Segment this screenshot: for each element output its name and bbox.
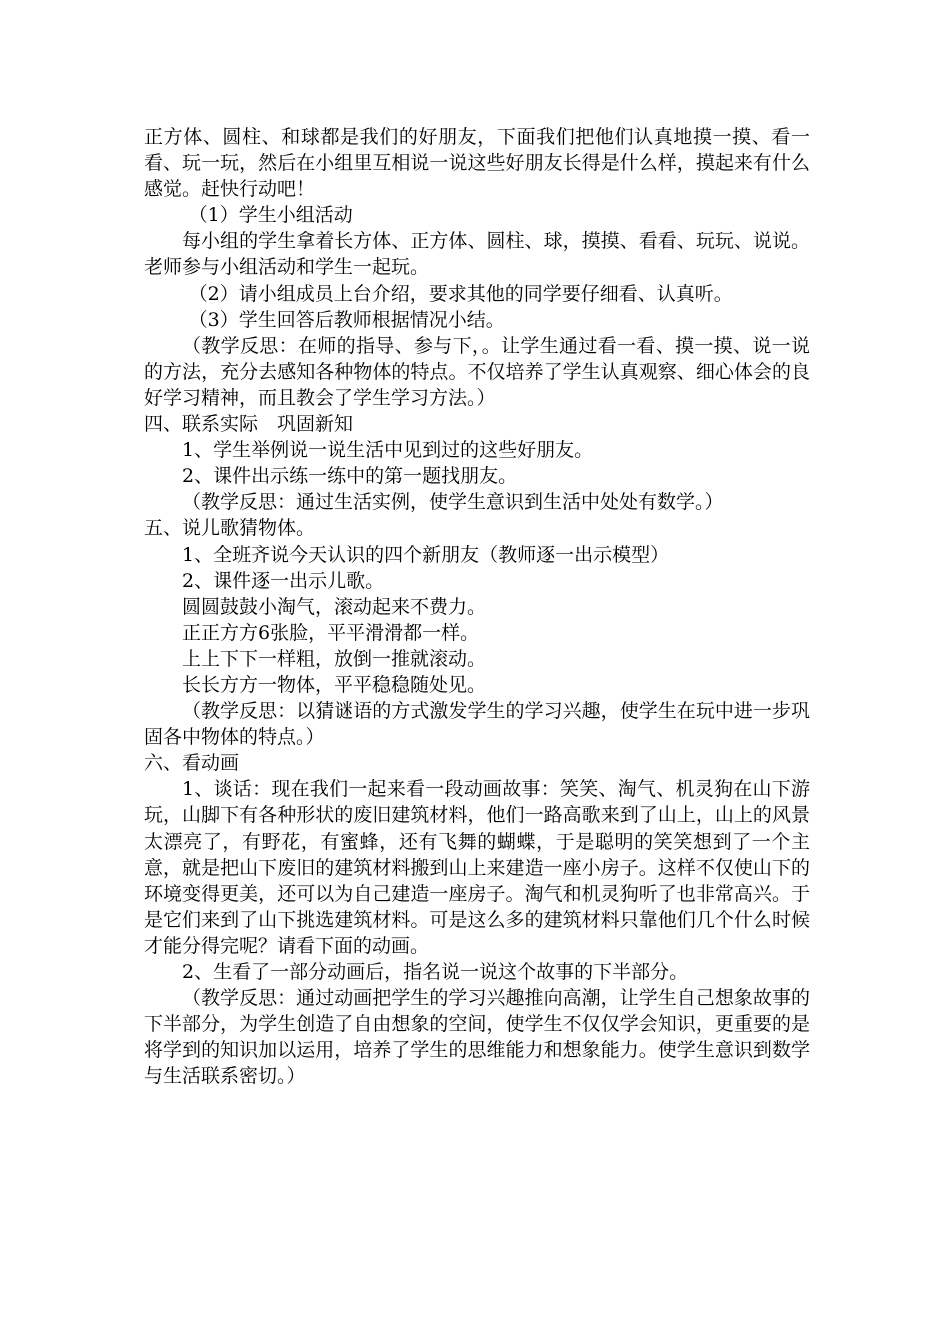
section-heading: 五、说儿歌猜物体。 <box>144 517 316 540</box>
paragraph: 正方体、圆柱、和球都是我们的好朋友，下面我们把他们认真地摸一摸、看一看、玩一玩，然后在小组里互相说一说这些好朋友长得是什么样，摸起来有什么感觉。赶快行动吧！ <box>144 126 810 201</box>
paragraph: 每小组的学生拿着长方体、正方体、圆柱、球，摸摸、看看、玩玩、说说。老师参与小组活动和学生一起玩。 <box>144 230 810 279</box>
rhyme-line: 上上下下一样粗，放倒一推就滚动。 <box>182 647 487 670</box>
paragraph: 2、课件出示练一练中的第一题找朋友。 <box>182 465 518 488</box>
rhyme-line: 正正方方6张脸，平平滑滑都一样。 <box>182 621 480 644</box>
document-page <box>144 124 810 1089</box>
paragraph: 1、学生举例说一说生活中见到过的这些好朋友。 <box>182 439 594 462</box>
paragraph: （教学反思：通过生活实例，使学生意识到生活中处处有数学。） <box>182 491 724 514</box>
paragraph: （教学反思：以猜谜语的方式激发学生的学习兴趣，使学生在玩中进一步巩固各中物体的特点。） <box>144 700 810 749</box>
paragraph: （1）学生小组活动 <box>188 204 353 227</box>
paragraph: 1、谈话：现在我们一起来看一段动画故事：笑笑、淘气、机灵狗在山下游玩，山脚下有各种形状的废旧建筑材料，他们一路高歌来到了山上，山上的风景太漂亮了，有野花，有蜜蜂，还有飞舞的蝴蝶，于是聪明的笑笑想到了一个主意，就是把山下废旧的建筑材料搬到山上来建造一座小房子。这样不仅使山下的环境变得更美，还可以为自己建造一座房子。淘气和机灵狗听了也非常高兴。于是它们来到了山下挑选建筑材料。可是这么多的建筑材料只靠他们几个什么时候才能分得完呢？请看下面的动画。 <box>144 778 810 957</box>
paragraph: （2）请小组成员上台介绍，要求其他的同学要仔细看、认真听。 <box>188 282 733 305</box>
paragraph: 2、生看了一部分动画后，指名说一说这个故事的下半部分。 <box>182 961 689 983</box>
paragraph: 2、课件逐一出示儿歌。 <box>182 569 385 592</box>
rhyme-line: 圆圆鼓鼓小淘气，滚动起来不费力。 <box>182 595 487 618</box>
rhyme-line: 长长方方一物体，平平稳稳随处见。 <box>182 673 487 696</box>
paragraph: （教学反思：通过动画把学生的学习兴趣推向高潮，让学生自己想象故事的下半部分，为学生创造了自由想象的空间，使学生不仅仅学会知识，更重要的是将学到的知识加以运用，培养了学生的思维能力和想象能力。使学生意识到数学与生活联系密切。） <box>144 987 810 1088</box>
section-heading: 四、联系实际 巩固新知 <box>144 413 354 436</box>
paragraph: （教学反思：在师的指导、参与下，。让学生通过看一看、摸一摸、说一说的方法，充分去感知各种物体的特点。不仅培养了学生认真观察、细心体会的良好学习精神，而且教会了学生学习方法。） <box>144 334 810 409</box>
paragraph: （3）学生回答后教师根据情况小结。 <box>188 308 505 331</box>
paragraph: 1、全班齐说今天认识的四个新朋友（教师逐一出示模型） <box>182 543 670 566</box>
section-heading: 六、看动画 <box>144 752 240 775</box>
